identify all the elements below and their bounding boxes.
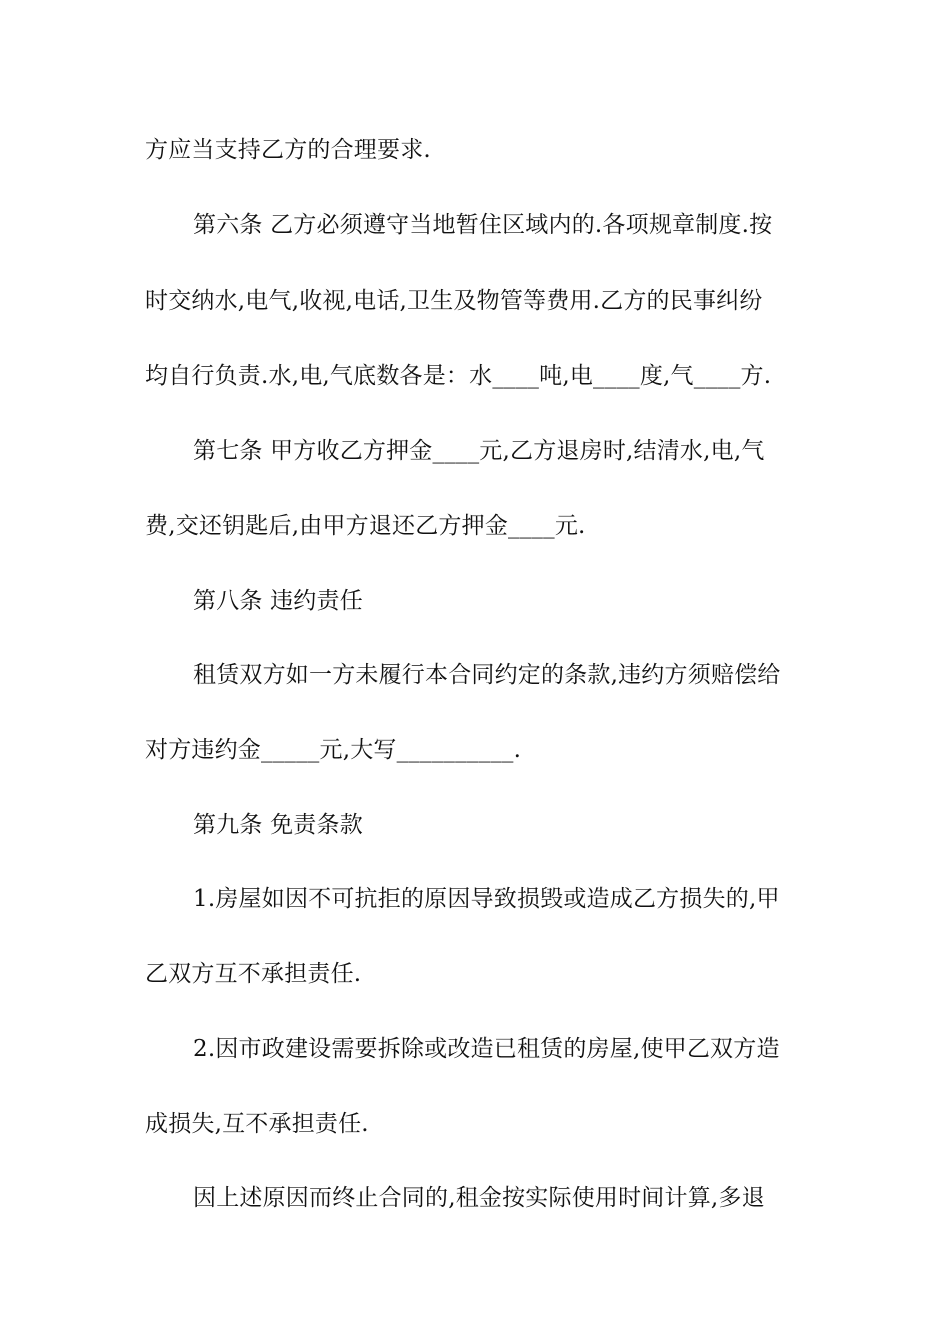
text-line: 均自行负责.水,电,气底数各是：水____吨,电____度,气____方.	[145, 363, 772, 389]
text-line: 成损失,互不承担责任.	[145, 1111, 369, 1137]
clause-9-heading: 第九条 免责条款	[193, 812, 363, 838]
text-line: 方应当支持乙方的合理要求.	[145, 137, 431, 163]
clause-7-heading-line: 第七条 甲方收乙方押金____元,乙方退房时,结清水,电,气	[193, 438, 765, 464]
text-line: 时交纳水,电气,收视,电话,卫生及物管等费用.乙方的民事纠纷	[145, 288, 763, 314]
clause-8-heading: 第八条 违约责任	[193, 588, 363, 614]
text-line: 乙双方互不承担责任.	[145, 961, 362, 987]
text-line: 费,交还钥匙后,由甲方退还乙方押金____元.	[145, 513, 586, 539]
text-line: 因上述原因而终止合同的,租金按实际使用时间计算,多退	[193, 1185, 765, 1211]
text-line: 2.因市政建设需要拆除或改造已租赁的房屋,使甲乙双方造	[193, 1036, 780, 1062]
text-line: 对方违约金_____元,大写__________.	[145, 737, 522, 763]
clause-6-heading-line: 第六条 乙方必须遵守当地暂住区域内的.各项规章制度.按	[193, 212, 773, 238]
text-line: 租赁双方如一方未履行本合同约定的条款,违约方须赔偿给	[193, 662, 781, 688]
text-line: 1.房屋如因不可抗拒的原因导致损毁或造成乙方损失的,甲	[193, 886, 780, 912]
